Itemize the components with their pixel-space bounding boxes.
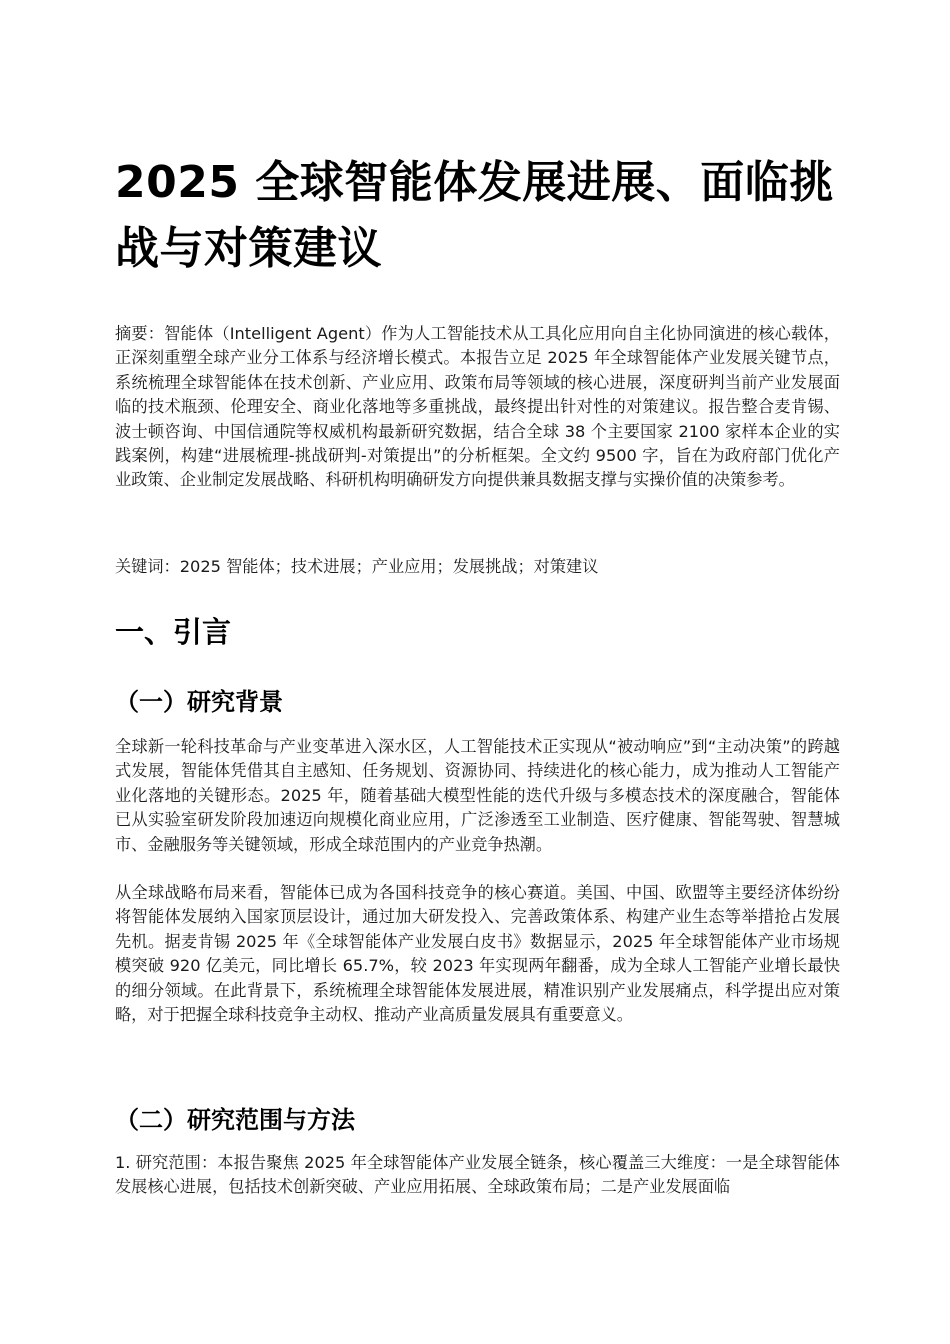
background-paragraph-1: 全球新一轮科技革命与产业变革进入深水区，人工智能技术正实现从“被动响应”到“主动决策”的跨越式发展，智能体凭借其自主感知、任务规划、资源协同、持续进化的核心能力，成为推动人工智能产业化落地的关键形态。2025 年，随着基础大模型性能的迭代升级与多模态技术的深度融合，智能体已从实验室研发阶段加速迈向规模化商业应用，广泛渗透至工业制造、医疗健康、智能驾驶、智慧城市、金融服务等关键领域，形成全球范围内的产业竞争热潮。: [115, 737, 840, 854]
abstract-paragraph: 摘要：智能体（Intelligent Agent）作为人工智能技术从工具化应用向自主化协同演进的核心载体，正深刻重塑全球产业分工体系与经济增长模式。本报告立足 2025 年全球智能体产业发展关键节点，系统梳理全球智能体在技术创新、产业应用、政策布局等领域的核心进展，深度研判当前产业发展面临的技术瓶颈、伦理安全、商业化落地等多重挑战，最终提出针对性的对策建议。报告整合麦肯锡、波士顿咨询、中国信通院等权威机构最新研究数据，结合全球 38 个主要国家 2100 家样本企业的实践案例，构建“进展梳理-挑战研判-对策提出”的分析框架。全文约 9500 字，旨在为政府部门优化产业政策、企业制定发展战略、科研机构明确研发方向提供兼具数据支撑与实操价值的决策参考。: [115, 324, 840, 490]
subsection-heading-background: （一）研究背景: [115, 688, 283, 716]
subsection-heading-scope-method: （二）研究范围与方法: [115, 1106, 355, 1134]
background-paragraph-2: 从全球战略布局来看，智能体已成为各国科技竞争的核心赛道。美国、中国、欧盟等主要经济体纷纷将智能体发展纳入国家顶层设计，通过加大研发投入、完善政策体系、构建产业生态等举措抢占发展先机。据麦肯锡 2025 年《全球智能体产业发展白皮书》数据显示，2025 年全球智能体产业市场规模突破 920 亿美元，同比增长 65.7%，较 2023 年实现两年翻番，成为全球人工智能产业增长最快的细分领域。在此背景下，系统梳理全球智能体发展进展，精准识别产业发展痛点，科学提出应对策略，对于把握全球科技竞争主动权、推动产业高质量发展具有重要意义。: [115, 883, 840, 1025]
scope-paragraph: 1. 研究范围：本报告聚焦 2025 年全球智能体产业发展全链条，核心覆盖三大维度：一是全球智能体发展核心进展，包括技术创新突破、产业应用拓展、全球政策布局；二是产业发展面临: [115, 1153, 840, 1197]
document-title: 2025 全球智能体发展进展、面临挑战与对策建议: [115, 157, 834, 274]
keywords-line: 关键词：2025 智能体；技术进展；产业应用；发展挑战；对策建议: [115, 557, 599, 576]
section-heading-introduction: 一、引言: [115, 615, 232, 649]
